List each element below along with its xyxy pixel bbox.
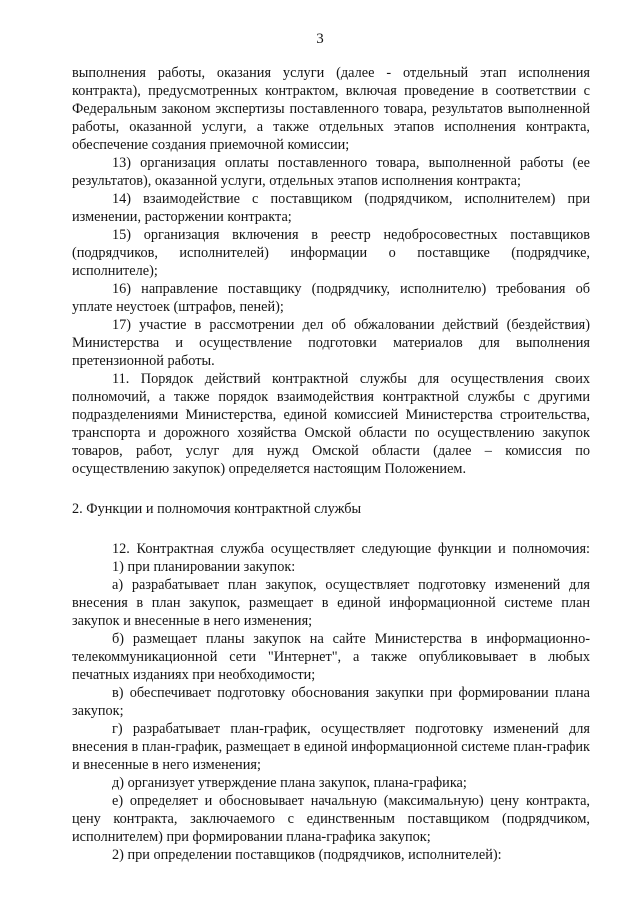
paragraph-subitem-v: в) обеспечивает подготовку обоснования закупки при формировании плана закупок; bbox=[72, 685, 590, 719]
paragraph-subitem-d: д) организует утверждение плана закупок, плана-графика; bbox=[112, 775, 467, 791]
paragraph-subitem-e: е) определяет и обосновывает начальную (максимальную) цену контракта, цену контракта, заключаемого с единственным поставщиком (подрядчиком, исполнителем) при формировании плана-графика закупок; bbox=[72, 793, 590, 845]
section-heading: 2. Функции и полномочия контрактной службы bbox=[72, 501, 362, 517]
paragraph-subitem-g: г) разрабатывает план-график, осуществляет подготовку изменений для внесения в план-график, размещает в единой информационной системе план-график и внесенные в него изменения; bbox=[72, 721, 590, 773]
paragraph-clause-11: 11. Порядок действий контрактной службы для осуществления своих полномочий, а также порядок взаимодействия контрактной службы с другими подразделениями Министерства, единой комиссией Министерства строительства, транспорта и дорожного хозяйства Омской области по осуществлению закупок товаров, работ, услуг для нужд Омской области (далее – комиссия по осуществлению закупок) определяется настоящим Положением. bbox=[72, 371, 590, 477]
paragraph-subitem-1: 1) при планировании закупок: bbox=[112, 559, 296, 575]
paragraph-item-17: 17) участие в рассмотрении дел об обжаловании действий (бездействия) Министерства и осуществление подготовки материалов для выполнения претензионной работы. bbox=[72, 317, 590, 369]
paragraph-subitem-b: б) размещает планы закупок на сайте Министерства в информационно-телекоммуникационной сети "Интернет", а также опубликовывает в любых печатных изданиях при необходимости; bbox=[72, 631, 590, 683]
document-body bbox=[72, 64, 590, 864]
paragraph-item-14: 14) взаимодействие с поставщиком (подрядчиком, исполнителем) при изменении, расторжении контракта; bbox=[72, 191, 590, 225]
paragraph-item-16: 16) направление поставщику (подрядчику, исполнителю) требования об уплате неустоек (штрафов, пеней); bbox=[72, 281, 590, 315]
page-number: 3 bbox=[316, 31, 324, 47]
paragraph-subitem-a: а) разрабатывает план закупок, осуществляет подготовку изменений для внесения в план закупок, размещает в единой информационной системе план закупок и внесенные в него изменения; bbox=[72, 577, 590, 629]
paragraph-item-15: 15) организация включения в реестр недобросовестных поставщиков (подрядчиков, исполнителей) информации о поставщике (подрядчике, исполнителе); bbox=[72, 227, 590, 279]
paragraph-clause-12: 12. Контрактная служба осуществляет следующие функции и полномочия: bbox=[112, 541, 590, 557]
paragraph-continued: выполнения работы, оказания услуги (далее - отдельный этап исполнения контракта), предусмотренных контрактом, включая проведение в соответствии с Федеральным законом экспертизы поставленного товара, результатов выполненной работы, оказанной услуги, а также отдельных этапов исполнения контракта, обеспечение создания приемочной комиссии; bbox=[72, 65, 590, 153]
paragraph-subitem-2: 2) при определении поставщиков (подрядчиков, исполнителей): bbox=[112, 847, 502, 863]
paragraph-item-13: 13) организация оплаты поставленного товара, выполненной работы (ее результатов), оказанной услуги, отдельных этапов исполнения контракта; bbox=[72, 155, 590, 189]
